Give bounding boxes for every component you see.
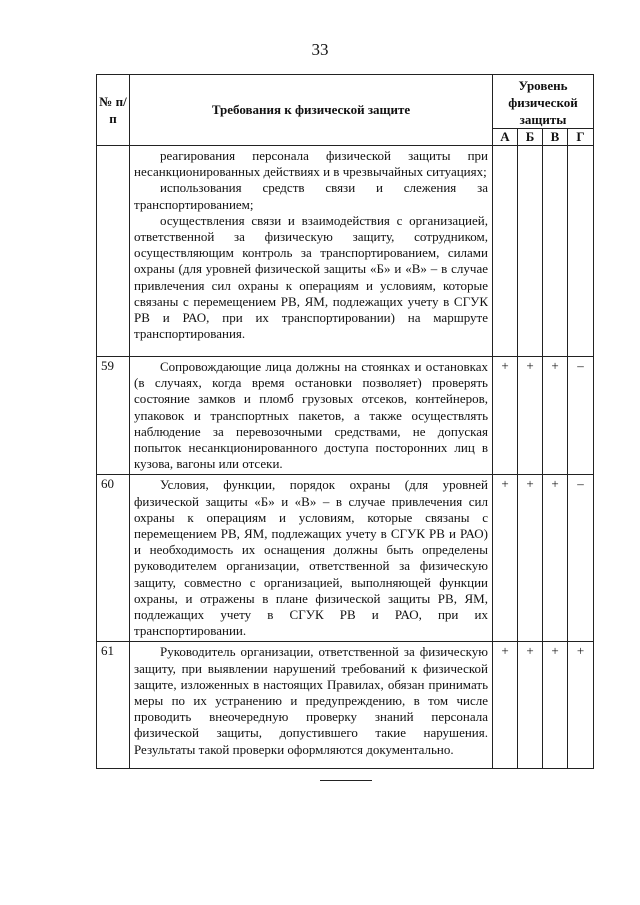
page-number: 33	[311, 40, 329, 59]
level-a-mark: +	[493, 475, 518, 642]
row-number: 61	[97, 642, 130, 769]
level-v-mark	[543, 146, 568, 357]
header-level-b: Б	[518, 129, 543, 146]
row-requirement-text	[130, 642, 493, 769]
row-number: 59	[97, 357, 130, 475]
row-number: 60	[97, 475, 130, 642]
paragraph: осуществления связи и взаимодействия с организацией, ответственной за физическую защиту, сотрудником, осуществляющим контроль за транспортированием, силами охраны (для уровней физической защиты «Б» и «В» – в случае привлечения сил охраны к операциям и условиям, которые связаны с перемещением РВ, ЯМ, подлежащих учету в СГУК РВ и РАО, при их транспортировании) на маршруте транспортирования.	[134, 212, 488, 342]
level-g-mark: –	[568, 475, 594, 642]
table-row	[97, 146, 594, 357]
header-number-column: № п/п	[97, 75, 130, 146]
level-g-mark: +	[568, 642, 594, 769]
header-level-v: В	[543, 129, 568, 146]
level-g-mark: –	[568, 357, 594, 475]
paragraph: реагирования персонала физической защиты при несанкционированных действиях и в чрезвычайных ситуациях;	[134, 148, 488, 180]
requirements-table	[96, 74, 594, 769]
level-b-mark: +	[518, 642, 543, 769]
level-v-mark: +	[543, 475, 568, 642]
level-b-mark: +	[518, 357, 543, 475]
paragraph: использования средств связи и слежения за транспортированием;	[134, 180, 488, 212]
level-v-mark: +	[543, 357, 568, 475]
header-requirements-column: Требования к физической защите	[130, 75, 493, 146]
footer-divider	[320, 780, 372, 781]
level-g-mark	[568, 146, 594, 357]
header-level-column: Уровень физической защиты	[493, 75, 594, 129]
header-level-a: А	[493, 129, 518, 146]
level-a-mark	[493, 146, 518, 357]
table-row	[97, 357, 594, 475]
table-row	[97, 475, 594, 642]
header-level-g: Г	[568, 129, 594, 146]
level-b-mark: +	[518, 475, 543, 642]
row-requirement-text	[130, 357, 493, 475]
paragraph: Сопровождающие лица должны на стоянках и остановках (в случаях, когда время остановки позволяет) проверять состояние замков и пломб грузовых отсеков, контейнеров, упаковок и транспортных пакетов, а также осуществлять наблюдение за перевозочными средствами, не допуская попыток несанкционированного доступа посторонних лиц в кузова, вагоны или отсеки.	[134, 359, 488, 472]
level-a-mark: +	[493, 642, 518, 769]
level-b-mark	[518, 146, 543, 357]
row-number	[97, 146, 130, 357]
paragraph: Руководитель организации, ответственной за физическую защиту, при выявлении нарушений требований к физической защите, изложенных в настоящих Правилах, обязан принимать меры по их устранению и предупреждению, в том числе проводить внеочередную проверку знаний персонала физической защиты, допустившего такие нарушения. Результаты такой проверки оформляются документально.	[134, 644, 488, 757]
level-a-mark: +	[493, 357, 518, 475]
row-requirement-text	[130, 475, 493, 642]
paragraph: Условия, функции, порядок охраны (для уровней физической защиты «Б» и «В» – в случае привлечения сил охраны к операциям и условиям, которые связаны с перемещением РВ, ЯМ, подлежащих учету в СГУК РВ и РАО) и необходимость их оснащения должны быть определены руководителем организации, ответственной за физическую защиту, совместно с организацией, выполняющей функции охраны, и отражены в плане физической защиты РВ, ЯМ, подлежащих учету в СГУК РВ и РАО, при их транспортировании.	[134, 477, 488, 639]
level-v-mark: +	[543, 642, 568, 769]
table-row	[97, 642, 594, 769]
row-requirement-text	[130, 146, 493, 357]
